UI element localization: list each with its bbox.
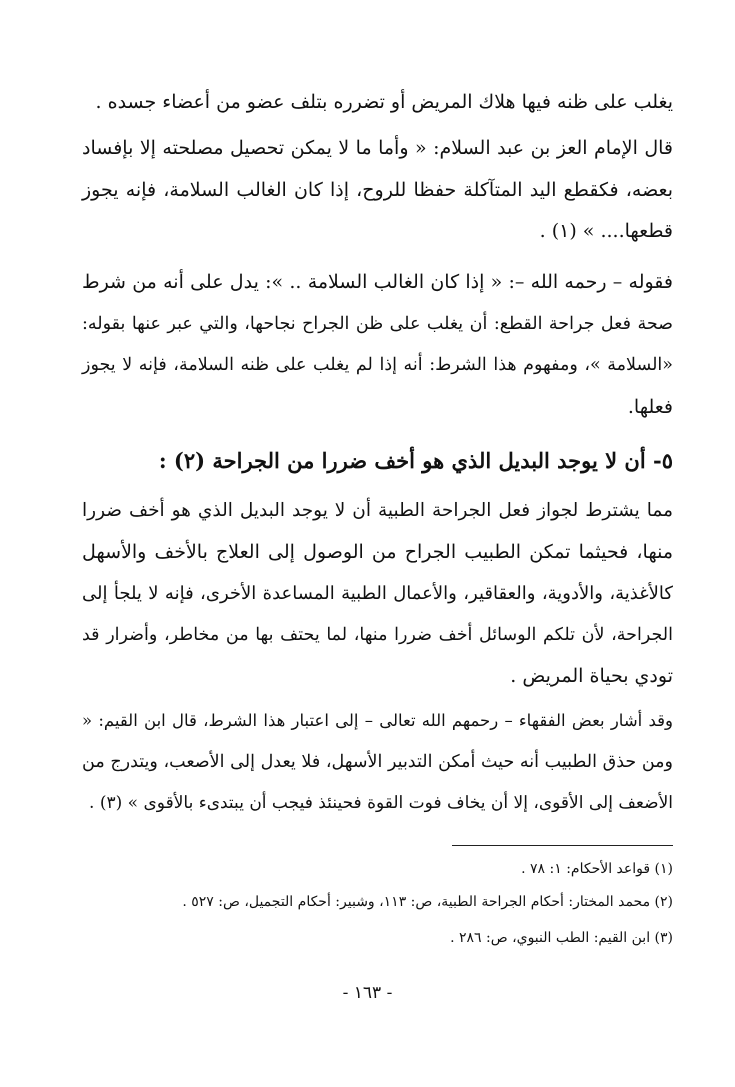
text-line: قطعها.... » (١) .: [539, 220, 673, 242]
paragraph-4: [82, 490, 673, 698]
text-line: مما يشترط لجواز فعل الجراحة الطبية أن لا يوجد البديل الذي هو أخف ضررا: [82, 500, 673, 521]
text-line: بعضه، فكقطع اليد المتآكلة حفظا للروح، إذا كان الغالب السلامة، فإنه يجوز: [82, 178, 673, 201]
text-line: صحة فعل جراحة القطع: أن يغلب على ظن الجراح نجاحها، والتي عبر عنها بقوله:: [82, 313, 673, 334]
text-line: منها، فحيثما تمكن الطبيب الجراح من الوصول إلى العلاج بالأخف والأسهل: [82, 540, 673, 563]
page-number: - ١٦٣ -: [342, 983, 393, 1003]
text-line: فقوله – رحمه الله –: « إذا كان الغالب السلامة .. »: يدل على أنه من شرط: [82, 271, 673, 293]
text-line: الجراحة، لأن تلكم الوسائل أخف ضررا منها، لما يحتف بها من مخاطر، وأضرار قد: [82, 624, 673, 645]
footnote-1: (١) قواعد الأحكام: ١: ٧٨ .: [521, 861, 673, 877]
text-line: تودي بحياة المريض .: [510, 665, 673, 687]
text-line: فعلها.: [627, 395, 673, 418]
section-heading: ٥- أن لا يوجد البديل الذي هو أخف ضررا من الجراحة (٢) :: [158, 448, 673, 473]
text-line: وقد أشار بعض الفقهاء – رحمهم الله تعالى – إلى اعتبار هذا الشرط، قال ابن القيم: «: [82, 711, 673, 730]
text-line: ومن حذق الطبيب أنه حيث أمكن التدبير الأسهل، فلا يعدل إلى الأصعب، ويتدرج من: [82, 751, 673, 772]
text-line: يغلب على ظنه فيها هلاك المريض أو تضرره بتلف عضو من أعضاء جسده .: [95, 91, 673, 113]
paragraph-2: [82, 128, 673, 253]
footnote-divider: [452, 845, 673, 846]
text-line: «السلامة »، ومفهوم هذا الشرط: أنه إذا لم يغلب على ظنه السلامة، فإنه لا يجوز: [82, 355, 673, 375]
text-line: كالأغذية، والأدوية، والعقاقير، والأعمال الطبية المساعدة الأخرى، فإنه لا يلجأ إلى: [82, 583, 673, 604]
text-line: الأضعف إلى الأقوى، إلا أن يخاف فوت القوة فحينئذ فيجب أن يبتدىء بالأقوى » (٣) .: [89, 793, 673, 813]
footnote-2: (٢) محمد المختار: أحكام الجراحة الطبية، ص: ١١٣، وشبير: أحكام التجميل، ص: ٥٢٧ .: [182, 894, 673, 910]
paragraph-3: [82, 262, 673, 428]
text-line: قال الإمام العز بن عبد السلام: « وأما ما لا يمكن تحصيل مصلحته إلا بإفساد: [82, 137, 673, 159]
footnote-3: (٣) ابن القيم: الطب النبوي، ص: ٢٨٦ .: [450, 930, 673, 946]
paragraph-5: [82, 700, 673, 825]
paragraph-1: [82, 82, 673, 124]
